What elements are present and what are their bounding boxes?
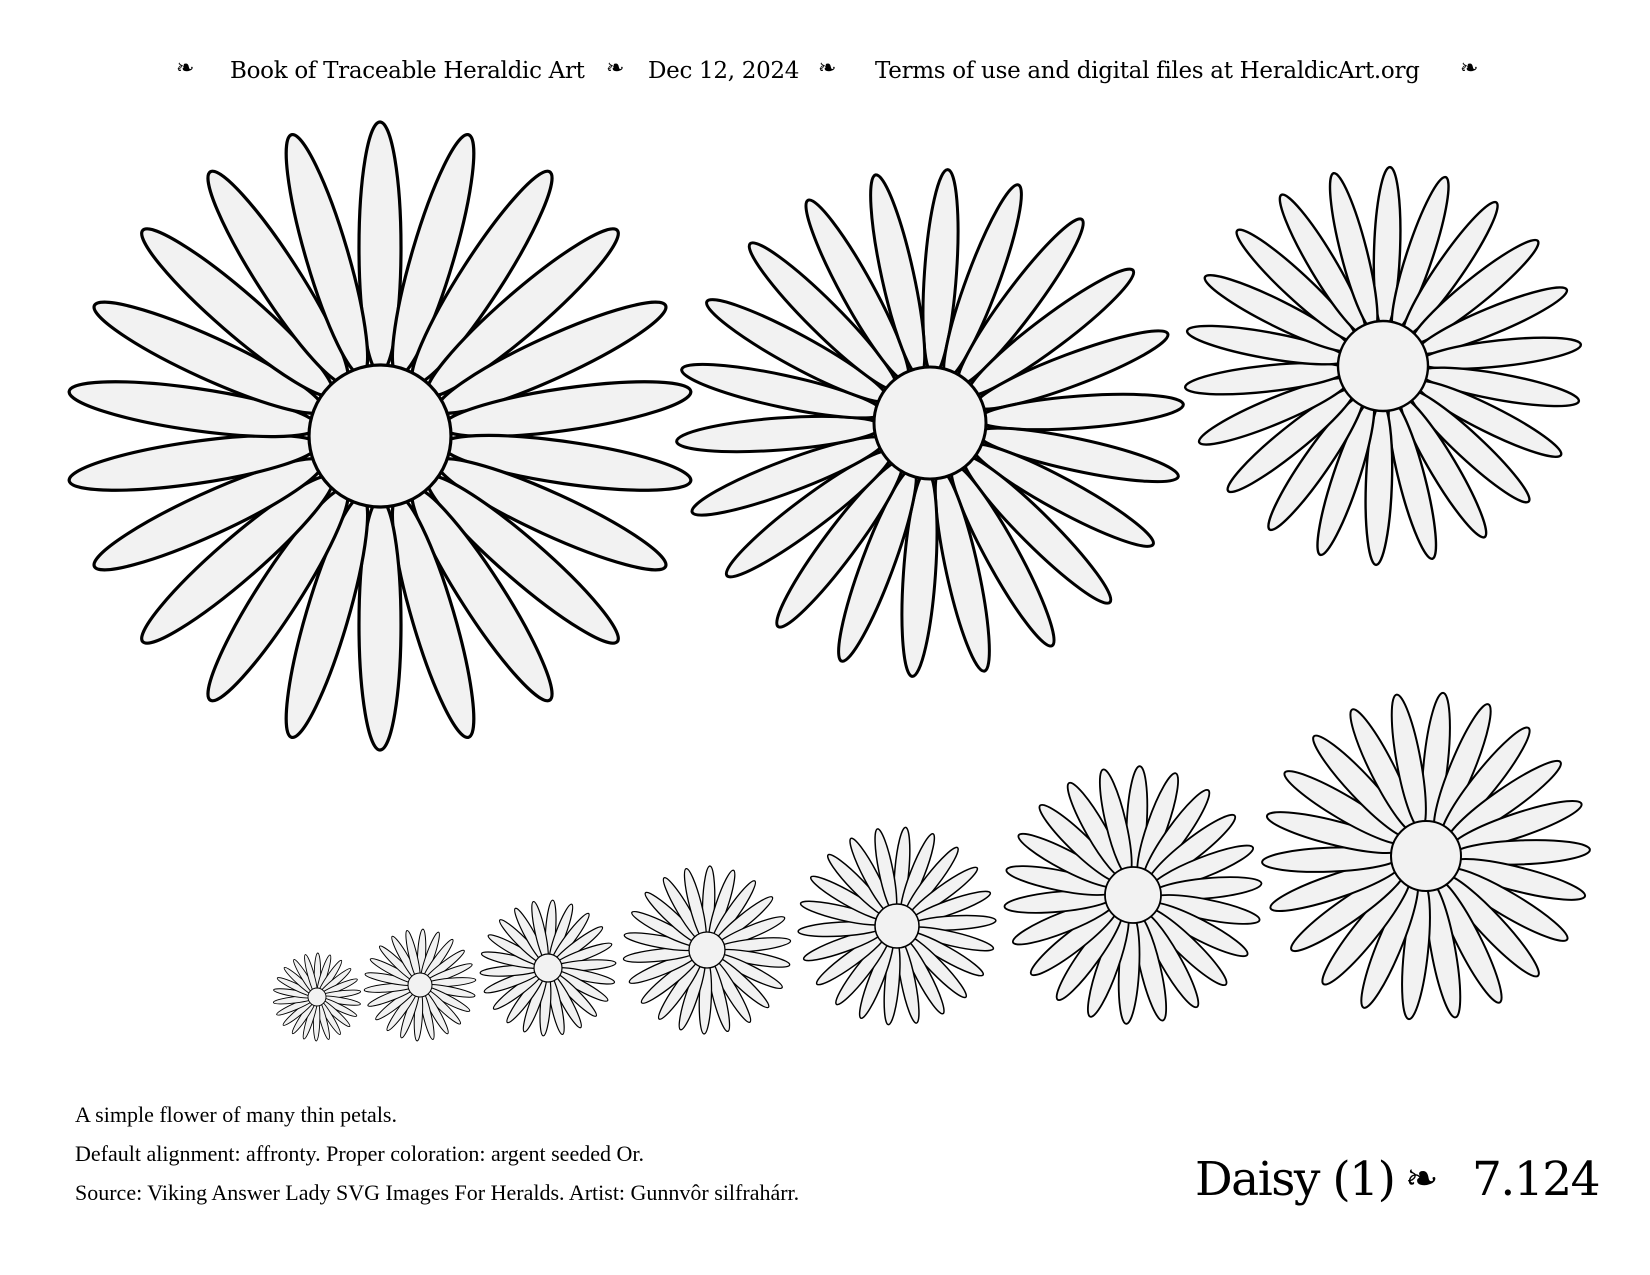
daisy-center <box>309 365 451 507</box>
daisy-flower-8 <box>480 900 616 1036</box>
description-line-1: A simple flower of many thin petals. <box>75 1102 397 1127</box>
fleuron-icon: ❧ <box>818 56 837 81</box>
plate-title <box>1180 1152 1600 1216</box>
fleuron-icon: ❧ <box>1460 56 1479 81</box>
description-line-3: Source: Viking Answer Lady SVG Images For Heralds. Artist: Gunnvôr silfrahárr. <box>75 1180 800 1205</box>
daisy-center <box>408 973 432 997</box>
daisy-center <box>874 367 986 479</box>
book-title: Book of Traceable Heraldic Art <box>230 58 585 84</box>
terms-link[interactable]: Terms of use and digital files at HeraldicArt.org <box>875 58 1420 84</box>
description-line-2: Default alignment: affronty. Proper coloration: argent seeded Or. <box>75 1141 644 1166</box>
daisy-flower-5 <box>1004 766 1263 1025</box>
daisy-center <box>1338 321 1428 411</box>
daisy-flower-3 <box>1184 167 1582 566</box>
daisy-center <box>875 904 919 948</box>
daisy-flower-4 <box>1262 692 1591 1021</box>
header-date: Dec 12, 2024 <box>648 58 800 84</box>
daisy-flower-6 <box>798 827 996 1025</box>
daisy-flower-10 <box>273 953 361 1041</box>
page-header <box>0 52 1650 92</box>
daisy-center <box>308 988 326 1006</box>
daisy-flower-2 <box>676 169 1185 678</box>
daisy-flower-9 <box>364 929 476 1041</box>
fleuron-icon: ❧ <box>176 56 195 81</box>
daisy-flower-1 <box>66 122 694 750</box>
daisy-center <box>534 954 562 982</box>
daisy-flower-7 <box>623 866 791 1034</box>
daisy-center <box>1105 867 1161 923</box>
daisy-center <box>689 932 725 968</box>
fleuron-icon: ❧ <box>1405 1156 1438 1202</box>
daisy-center <box>1391 821 1461 891</box>
plate-name: Daisy (1) <box>1195 1152 1395 1207</box>
plate-number: 7.124 <box>1472 1152 1600 1207</box>
fleuron-icon: ❧ <box>606 56 625 81</box>
